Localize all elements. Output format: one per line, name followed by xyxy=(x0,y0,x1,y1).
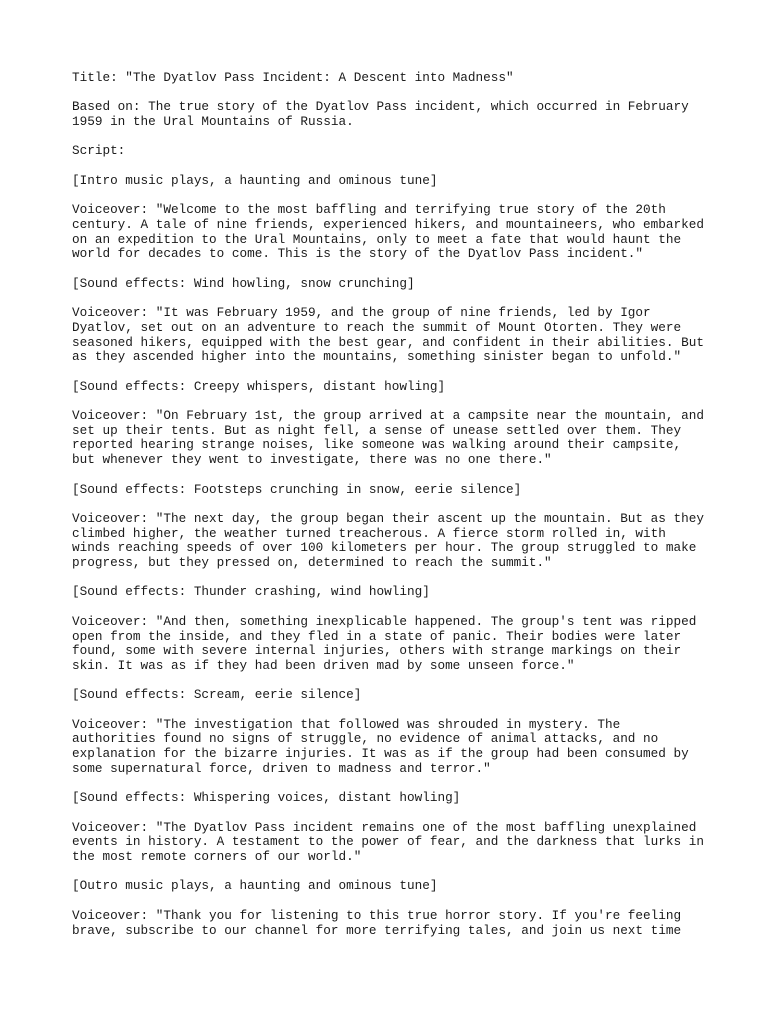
script-paragraph-sound-5: [Sound effects: Scream, eerie silence] xyxy=(72,687,362,703)
script-paragraph-voiceover-2: Voiceover: "It was February 1959, and the group of nine friends, led by Igor Dyatlov, set out on an adventure to reach the summit of Mount Otorten. They were seasoned hikers, equipped with the best gear, and confident in their abilities. But as they ascended higher into the mountains, something sinister began to unfold." xyxy=(72,305,704,365)
based-on-line: Based on: The true story of the Dyatlov Pass incident, which occurred in February 1959 in the Ural Mountains of Russia. xyxy=(72,99,689,130)
script-paragraph-voiceover-1: Voiceover: "Welcome to the most baffling and terrifying true story of the 20th century. A tale of nine friends, experienced hikers, and mountaineers, who embarked on an expedition to the Ural Mountains, only to meet a fate that would haunt the world for decades to come. This is the story of the Dyatlov Pass incident." xyxy=(72,202,704,262)
script-paragraph-voiceover-8: Voiceover: "Thank you for listening to this true horror story. If you're feeling brave, subscribe to our channel for more terrifying tales, and join us next time xyxy=(72,907,682,938)
script-paragraph-sound-3: [Sound effects: Footsteps crunching in snow, eerie silence] xyxy=(72,481,522,497)
script-paragraph-sound-1: [Sound effects: Wind howling, snow crunching] xyxy=(72,275,415,291)
script-paragraph-outro-music: [Outro music plays, a haunting and ominous tune] xyxy=(72,878,438,894)
script-paragraph-sound-2: [Sound effects: Creepy whispers, distant howling] xyxy=(72,378,446,394)
script-paragraph-sound-6: [Sound effects: Whispering voices, distant howling] xyxy=(72,790,461,806)
script-paragraph-voiceover-6: Voiceover: "The investigation that followed was shrouded in mystery. The authorities found no signs of struggle, no evidence of animal attacks, and no explanation for the bizarre injuries. It was as if the group had been consumed by some supernatural force, driven to madness and terror." xyxy=(72,716,689,776)
script-paragraph-intro-music: [Intro music plays, a haunting and ominous tune] xyxy=(72,172,438,188)
script-label: Script: xyxy=(72,143,126,159)
script-paragraph-voiceover-5: Voiceover: "And then, something inexplicable happened. The group's tent was ripped open from the inside, and they fled in a state of panic. Their bodies were later found, some with severe internal injuries, others with strange markings on their skin. It was as if they had been driven mad by some unseen force." xyxy=(72,613,697,673)
script-paragraph-voiceover-4: Voiceover: "The next day, the group began their ascent up the mountain. But as they climbed higher, the weather turned treacherous. A fierce storm rolled in, with winds reaching speeds of over 100 kilometers per hour. The group struggled to make progress, but they pressed on, determined to reach the summit." xyxy=(72,510,704,571)
document-title: Title: "The Dyatlov Pass Incident: A Descent into Madness" xyxy=(72,70,514,85)
script-paragraph-voiceover-7: Voiceover: "The Dyatlov Pass incident remains one of the most baffling unexplained events in history. A testament to the power of fear, and the darkness that lurks in the most remote corners of our world." xyxy=(72,819,704,865)
script-paragraph-sound-4: [Sound effects: Thunder crashing, wind howling] xyxy=(72,584,430,600)
document-page xyxy=(72,71,732,953)
script-paragraph-voiceover-3: Voiceover: "On February 1st, the group arrived at a campsite near the mountain, and set up their tents. But as night fell, a sense of unease settled over them. They reported hearing strange noises, like someone was walking around their campsite, but whenever they went to investigate, there was no one there." xyxy=(72,408,704,468)
